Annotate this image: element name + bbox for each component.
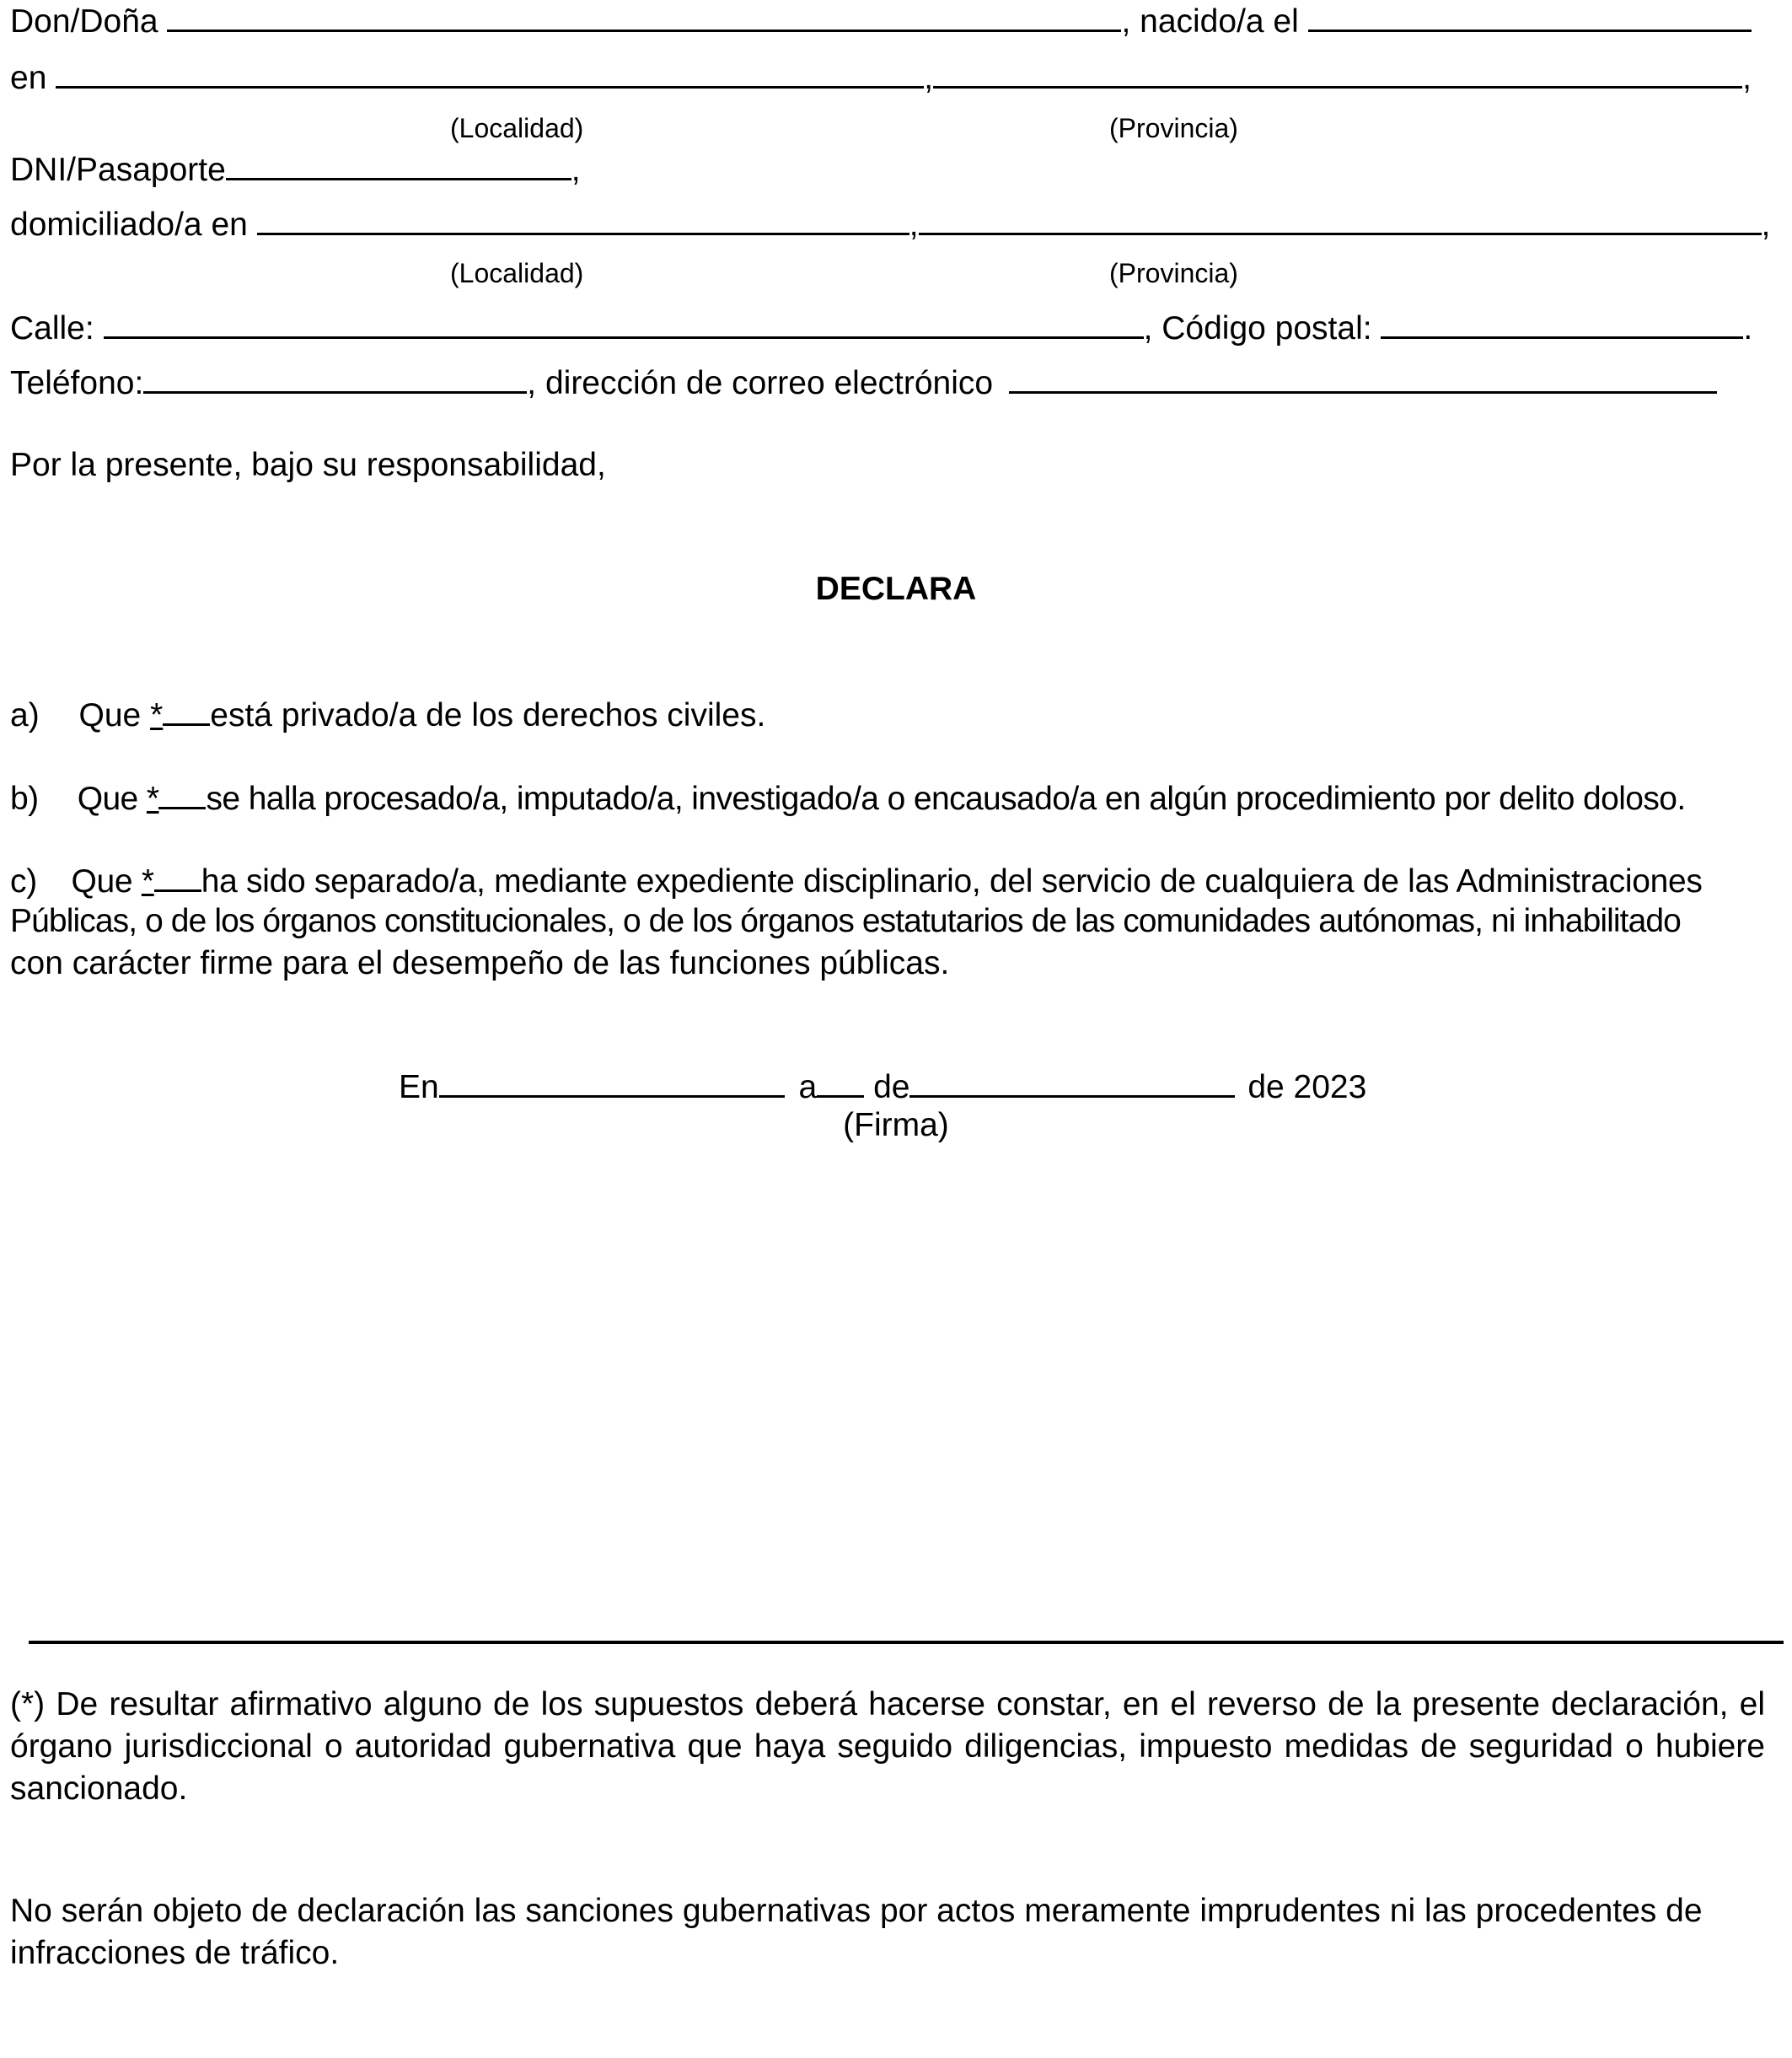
address-locality-field[interactable] [257, 203, 909, 235]
birth-locality-field[interactable] [56, 56, 924, 89]
item-text: se halla procesado/a, imputado/a, investigado/a o encausado/a en algún procedimiento por delito doloso. [206, 781, 1686, 818]
email-field[interactable] [1009, 362, 1717, 394]
item-c-line3: con carácter firme para el desempeño de las funciones públicas. [10, 945, 950, 981]
line-dni [10, 148, 581, 190]
comma: , [1761, 207, 1771, 244]
item-marker: c) [10, 863, 37, 900]
comma: , [909, 207, 919, 244]
heading-declara: DECLARA [815, 571, 977, 607]
street-field[interactable] [104, 307, 1144, 339]
phone-field[interactable] [143, 362, 527, 394]
item-star: * [141, 863, 154, 900]
birth-province-field[interactable] [933, 56, 1742, 89]
line-address [10, 203, 1770, 244]
comma: , [924, 60, 934, 97]
item-c-line1 [10, 860, 1703, 901]
line-phone [10, 362, 1717, 403]
item-text: está privado/a de los derechos civiles. [210, 697, 766, 734]
label-telefono: Teléfono: [10, 365, 144, 402]
footnote-note: No serán objeto de declaración las sanciones gubernativas por actos meramente imprudentes ni las procedentes de infracciones de tráfico. [10, 1893, 1703, 1971]
signature-month-field[interactable] [909, 1066, 1235, 1098]
label-firma: (Firma) [843, 1107, 949, 1143]
label-codigo-postal: , Código postal: [1143, 310, 1372, 347]
item-a-field[interactable] [163, 694, 210, 726]
item-b-field[interactable] [158, 777, 206, 809]
label-localidad: (Localidad) [450, 113, 584, 143]
item-c-field[interactable] [154, 860, 201, 892]
item-marker: a) [10, 697, 40, 734]
item-star: * [146, 781, 159, 818]
label-domiciliado: domiciliado/a en [10, 207, 248, 244]
footnote-divider [29, 1641, 1784, 1644]
name-field[interactable] [167, 0, 1121, 32]
label-dni: DNI/Pasaporte [10, 152, 226, 189]
item-a [10, 694, 765, 735]
period: . [1743, 310, 1753, 347]
item-c-line2: Públicas, o de los órganos constitucionales, o de los órganos estatutarios de las comunidades autónomas, ni inhabilitado [10, 903, 1681, 939]
label-localidad: (Localidad) [450, 258, 584, 288]
label-en: En [399, 1069, 439, 1106]
dni-field[interactable] [226, 148, 571, 180]
item-marker: b) [10, 781, 39, 818]
address-province-field[interactable] [919, 203, 1762, 235]
line-birthplace [10, 56, 1752, 98]
label-a: a [798, 1069, 818, 1106]
signature-place-field[interactable] [439, 1066, 785, 1098]
item-que: Que [71, 863, 133, 900]
item-que: Que [78, 697, 142, 734]
label-calle: Calle: [10, 310, 94, 347]
item-text: ha sido separado/a, mediante expediente disciplinario, del servicio de cualquiera de las Administraciones [201, 863, 1703, 900]
label-provincia: (Provincia) [1109, 113, 1238, 143]
postal-code-field[interactable] [1381, 307, 1743, 339]
label-provincia: (Provincia) [1109, 258, 1238, 288]
signature-line [399, 1066, 1366, 1107]
label-year: de 2023 [1247, 1069, 1367, 1106]
label-email: , dirección de correo electrónico [527, 365, 994, 402]
label-don-dona: Don/Doña [10, 3, 158, 40]
footnote-text: (*) De resultar afirmativo alguno de los supuestos deberá hacerse constar, en el reverso de la presente declaración, el órgano jurisdiccional o autoridad gubernativa que haya seguido diligencias, impuesto medidas de seguridad o hubiere sancionado. [10, 1686, 1765, 1807]
item-b [10, 777, 1686, 819]
label-de: de [873, 1069, 910, 1106]
comma: , [1742, 60, 1752, 97]
signature-day-field[interactable] [817, 1066, 864, 1098]
birth-date-field[interactable] [1308, 0, 1752, 32]
line-name [10, 0, 1752, 41]
intro-text: Por la presente, bajo su responsabilidad, [10, 447, 606, 483]
item-star: * [150, 697, 164, 734]
line-street [10, 307, 1752, 348]
label-nacido: , nacido/a el [1121, 3, 1299, 40]
label-en: en [10, 60, 47, 97]
item-que: Que [77, 781, 138, 818]
comma: , [571, 152, 581, 189]
